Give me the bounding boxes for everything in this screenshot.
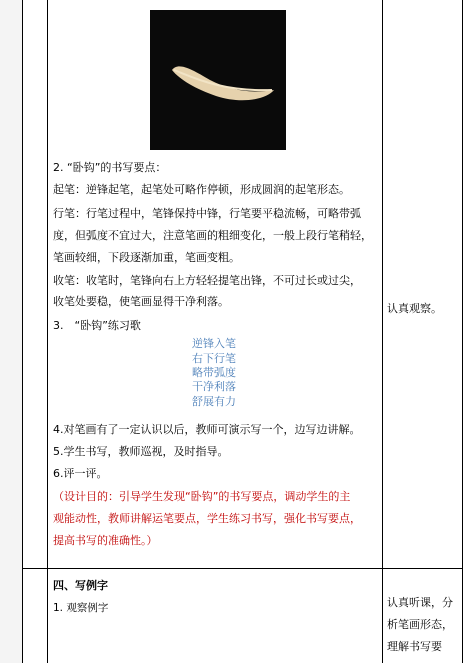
section3-title: 3. “卧钩”练习歌 bbox=[53, 319, 141, 332]
step-5: 5.学生书写，教师巡视，及时指导。 bbox=[53, 445, 229, 458]
poem-line-1: 逆锋入笔 bbox=[192, 337, 236, 350]
step-6: 6.评一评。 bbox=[53, 467, 108, 480]
table-border-left bbox=[22, 0, 23, 663]
poem-line-3: 略带弧度 bbox=[192, 366, 236, 379]
design-note-line-1: （设计目的：引导学生发现“卧钩”的书写要点，调动学生的主 bbox=[53, 490, 351, 503]
section2-title: 2. “卧钩”的书写要点： bbox=[53, 161, 167, 174]
poem-line-5: 舒展有力 bbox=[192, 395, 236, 408]
design-note-line-3: 提高书写的准确性。） bbox=[53, 534, 158, 547]
section4-heading: 四、写例字 bbox=[53, 579, 108, 592]
step-4: 4.对笔画有了一定认识以后，教师可演示写一个，边写边讲解。 bbox=[53, 423, 361, 436]
wogou-stroke-image bbox=[150, 10, 286, 150]
poem-line-2: 右下行笔 bbox=[192, 352, 236, 365]
design-note-line-2: 观能动性，教师讲解运笔要点，学生练习书写，强化书写要点， bbox=[53, 512, 361, 525]
table-border-right bbox=[462, 0, 463, 663]
row-divider bbox=[23, 568, 463, 569]
section4-item-1: 1. 观察例字 bbox=[53, 602, 109, 614]
left-margin-column bbox=[0, 0, 22, 663]
right-observe: 认真观察。 bbox=[387, 302, 442, 315]
right-listen-line-3: 理解书写要 bbox=[387, 640, 442, 653]
poem-line-4: 干净利落 bbox=[192, 380, 236, 393]
qibi-text: 起笔：逆锋起笔，起笔处可略作停顿，形成圆润的起笔形态。 bbox=[53, 183, 350, 196]
table-border-col2 bbox=[382, 0, 383, 663]
right-listen-line-2: 析笔画形态， bbox=[387, 618, 453, 631]
xingbi-line-2: 度，但弧度不宜过大，注意笔画的粗细变化，一般上段行笔稍轻， bbox=[53, 229, 372, 242]
xingbi-line-3: 笔画较细，下段逐渐加重，笔画变粗。 bbox=[53, 251, 240, 264]
right-listen-line-1: 认真听课，分 bbox=[387, 596, 453, 609]
shoubi-line-2: 收笔处要稳，使笔画显得干净利落。 bbox=[53, 295, 229, 308]
table-border-col1 bbox=[47, 0, 48, 663]
shoubi-line-1: 收笔：收笔时，笔锋向右上方轻轻提笔出锋，不可过长或过尖， bbox=[53, 274, 361, 287]
xingbi-line-1: 行笔：行笔过程中，笔锋保持中锋，行笔要平稳流畅，可略带弧 bbox=[53, 207, 361, 220]
